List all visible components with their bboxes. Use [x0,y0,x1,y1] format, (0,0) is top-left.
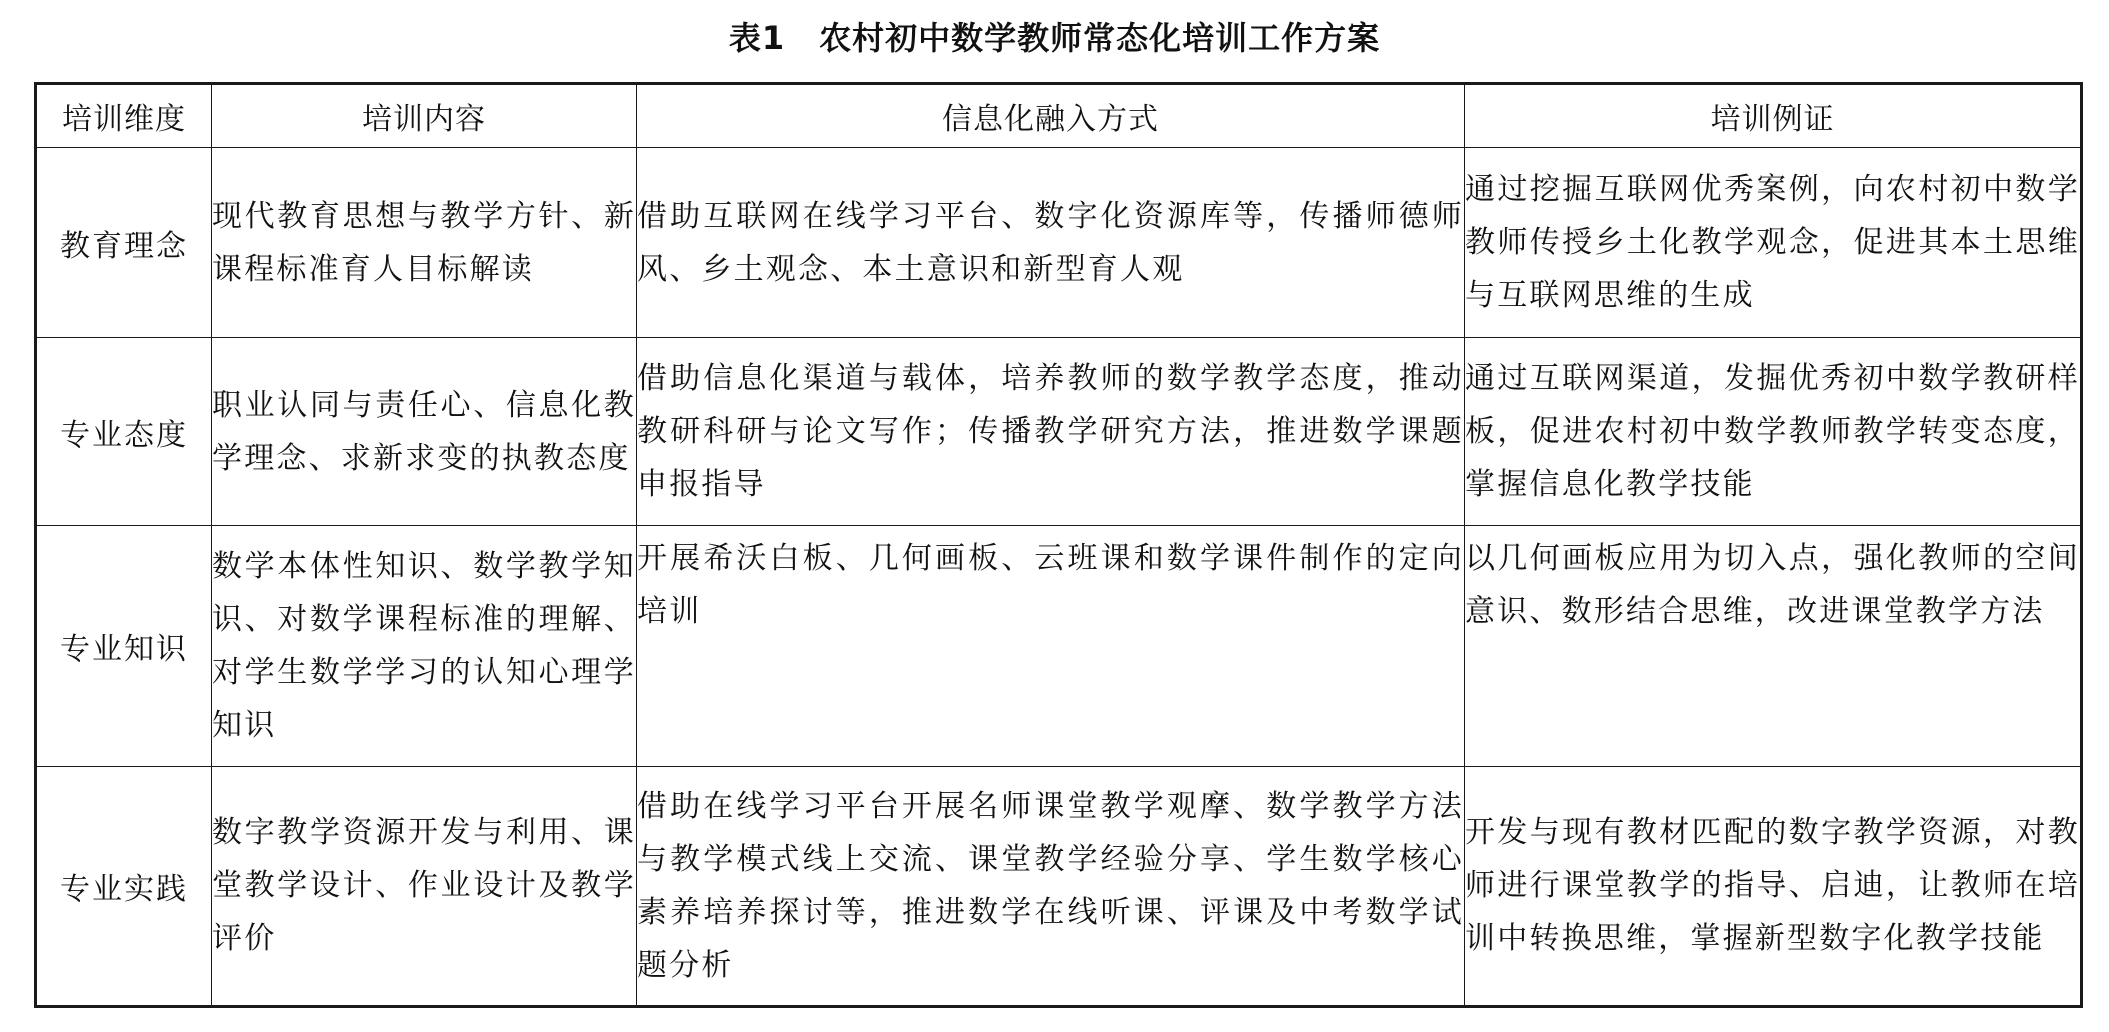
row-example: 以几何画板应用为切入点，强化教师的空间意识、数形结合思维，改进课堂教学方法 [1465,526,2082,766]
table-row [36,526,2082,766]
header-method: 信息化融入方式 [637,84,1465,148]
row-example: 开发与现有教材匹配的数字教学资源，对教师进行课堂教学的指导、启迪，让教师在培训中转换思维，掌握新型数字化教学技能 [1465,766,2082,1006]
table-caption [0,14,2109,62]
header-dimension: 培训维度 [36,84,212,148]
row-dimension: 专业实践 [36,766,212,1006]
header-row [36,84,2082,148]
row-content: 数学本体性知识、数学教学知识、对数学课程标准的理解、对学生数学学习的认知心理学知识 [212,526,637,766]
row-content: 现代教育思想与教学方针、新课程标准育人目标解读 [212,148,637,338]
table-title: 农村初中数学教师常态化培训工作方案 [819,19,1381,57]
training-plan-table [34,82,2083,1008]
header-content: 培训内容 [212,84,637,148]
row-content: 数字教学资源开发与利用、课堂教学设计、作业设计及教学评价 [212,766,637,1006]
table-row [36,148,2082,338]
row-example: 通过互联网渠道，发掘优秀初中数学教研样板，促进农村初中数学教师教学转变态度，掌握信息化教学技能 [1465,338,2082,526]
row-method: 开展希沃白板、几何画板、云班课和数学课件制作的定向培训 [637,526,1465,766]
table-row [36,338,2082,526]
row-content: 职业认同与责任心、信息化教学理念、求新求变的执教态度 [212,338,637,526]
row-dimension: 专业知识 [36,526,212,766]
table-number: 表1 [728,19,786,57]
row-dimension: 专业态度 [36,338,212,526]
row-method: 借助信息化渠道与载体，培养教师的数学教学态度，推动教研科研与论文写作；传播教学研究方法，推进数学课题申报指导 [637,338,1465,526]
header-example: 培训例证 [1465,84,2082,148]
row-method: 借助互联网在线学习平台、数字化资源库等，传播师德师风、乡土观念、本土意识和新型育人观 [637,148,1465,338]
table-row [36,766,2082,1006]
row-method: 借助在线学习平台开展名师课堂教学观摩、数学教学方法与教学模式线上交流、课堂教学经验分享、学生数学核心素养培养探讨等，推进数学在线听课、评课及中考数学试题分析 [637,766,1465,1006]
row-dimension: 教育理念 [36,148,212,338]
row-example: 通过挖掘互联网优秀案例，向农村初中数学教师传授乡土化教学观念，促进其本土思维与互联网思维的生成 [1465,148,2082,338]
